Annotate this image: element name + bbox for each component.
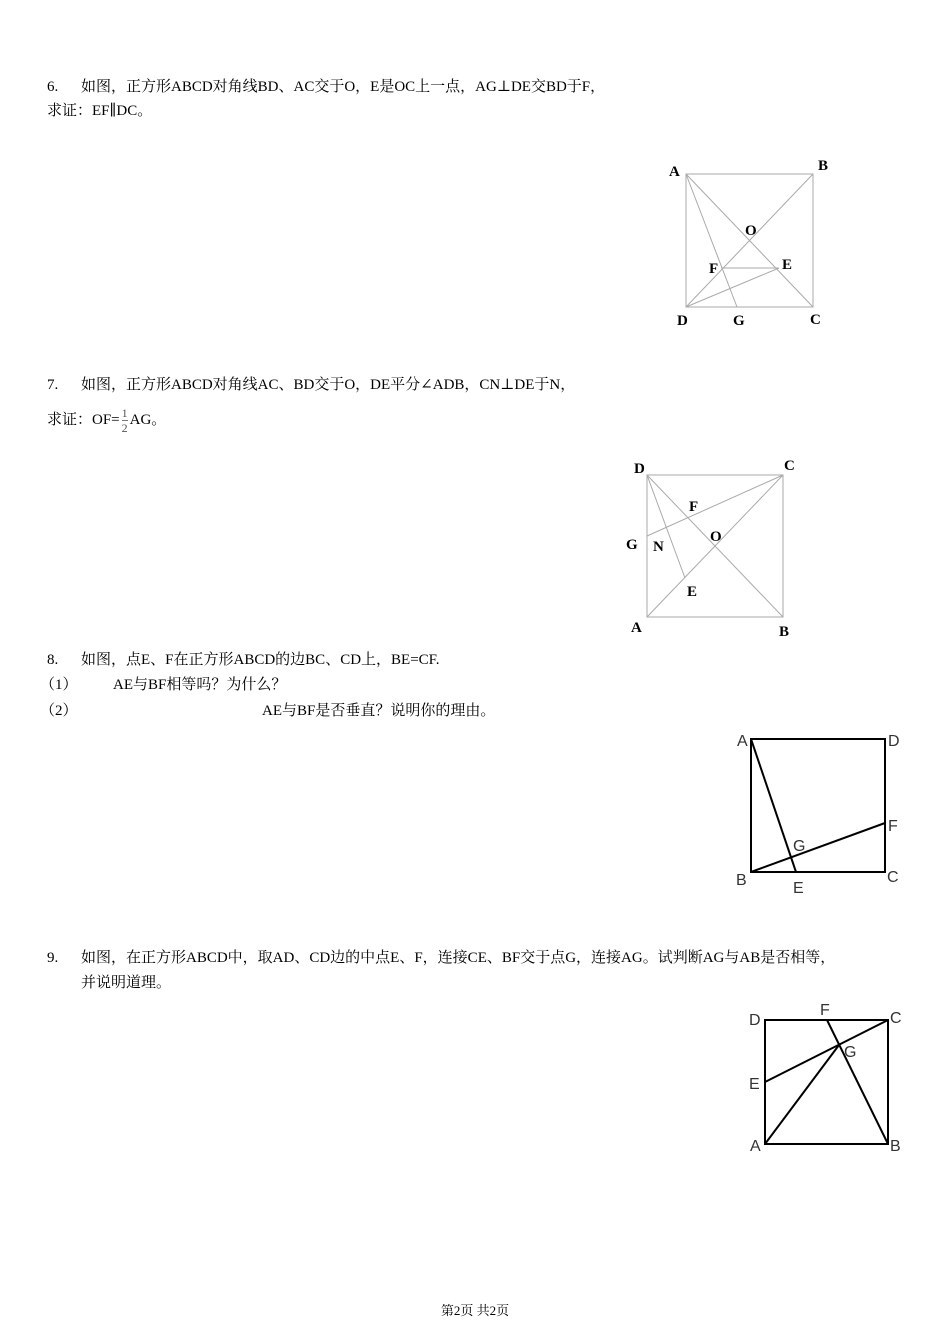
problem-9-number: 9. <box>47 950 59 966</box>
fig6-label-g: G <box>733 313 745 329</box>
fig7-label-a: A <box>631 620 642 636</box>
problem-9-text: 如图，在正方形ABCD中，取AD、CD边的中点E、F，连接CE、BF交于点G，连接AG。试判断AG与AB是否相等， <box>81 950 836 966</box>
fig9-label-e: E <box>749 1076 760 1093</box>
fig6-label-b: B <box>818 158 829 174</box>
fig8-label-c: C <box>887 869 899 886</box>
fig9-segment-bf <box>827 1020 888 1144</box>
fig7-label-e: E <box>687 584 698 600</box>
fig8-label-d: D <box>888 733 900 750</box>
fig9-label-c: C <box>890 1010 902 1027</box>
fig9-square <box>765 1020 888 1144</box>
fig6-label-c: C <box>810 312 821 328</box>
fig9-label-f: F <box>820 1002 830 1019</box>
q1-text: AE与BF相等吗？为什么？ <box>113 677 287 693</box>
problem-7-proof-prefix: 求证：OF= <box>47 412 120 428</box>
problem-7-text: 如图，正方形ABCD对角线AC、BD交于O，DE平分∠ADB，CN⊥DE于N， <box>81 377 576 393</box>
problem-6-proof: 求证：EF∥DC。 <box>47 103 153 119</box>
problem-6-number: 6. <box>47 79 59 95</box>
problem-7-proof-suffix: AG。 <box>129 412 167 428</box>
fig9-segment-ce <box>765 1020 888 1082</box>
fig6-label-f: F <box>709 261 719 277</box>
problem-6-text: 如图，正方形ABCD对角线BD、AC交于O，E是OC上一点，AG⊥DE交BD于F， <box>81 79 606 95</box>
fig6-label-d: D <box>677 313 688 329</box>
fig9-label-b: B <box>890 1138 901 1155</box>
fig9-segment-ag <box>765 1045 839 1144</box>
problem-8-text: 如图，点E、F在正方形ABCD的边BC、CD上，BE=CF. <box>81 652 440 668</box>
page-footer: 第2页 共2页 <box>440 1303 510 1318</box>
fig9-label-g: G <box>844 1044 857 1061</box>
fig7-label-f: F <box>689 499 699 515</box>
fig6-label-a: A <box>669 164 680 180</box>
fig8-label-e: E <box>793 880 804 897</box>
fig8-label-f: F <box>888 818 898 835</box>
problem-9-continuation: 并说明道理。 <box>81 975 172 991</box>
fraction-numerator: 1 <box>121 406 128 421</box>
q2-number: （2） <box>40 703 78 719</box>
fig7-label-o: O <box>710 529 722 545</box>
fig6-label-e: E <box>782 257 793 273</box>
fig9-label-a: A <box>750 1138 761 1155</box>
problem-8-number: 8. <box>47 652 59 668</box>
fig8-label-a: A <box>737 733 748 750</box>
fig7-label-n: N <box>653 539 664 555</box>
fig8-label-g: G <box>793 838 806 855</box>
fig7-label-c: C <box>784 458 795 474</box>
fig9-label-d: D <box>749 1012 761 1029</box>
fig8-label-b: B <box>736 872 747 889</box>
fraction-denominator: 2 <box>121 421 128 436</box>
fig7-label-d: D <box>634 461 645 477</box>
fig7-label-b: B <box>779 624 790 640</box>
q2-text: AE与BF是否垂直？说明你的理由。 <box>262 703 496 719</box>
problem-7-number: 7. <box>47 377 59 393</box>
fig7-label-g: G <box>626 537 638 553</box>
q1-number: （1） <box>40 677 78 693</box>
fig6-label-o: O <box>745 223 757 239</box>
